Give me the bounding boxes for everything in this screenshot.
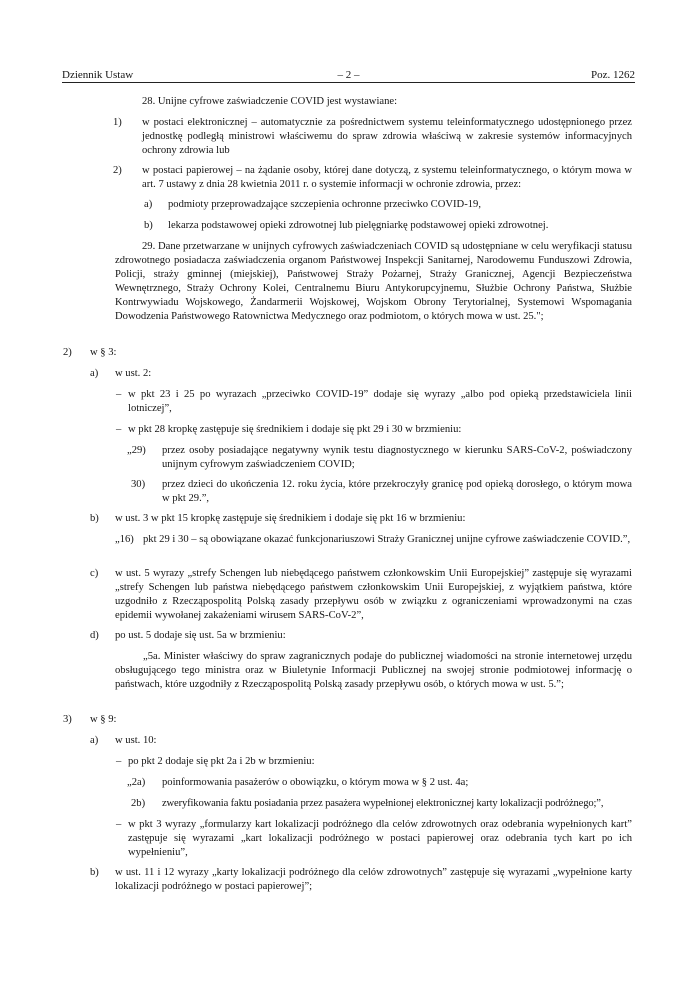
list-letter: a) [90, 735, 99, 746]
paragraph-28-point-2: w postaci papierowej – na żądanie osoby, której dane dotyczą, z systemu teleinformatycznego, o którym mowa w art. 7 ustawy z dnia 28 kwietnia 2011 r. o systemie informacji w ochronie zdrowia, przez: [142, 165, 632, 190]
page-number: – 2 – [337, 69, 360, 81]
section-2a-dash-2: w pkt 28 kropkę zastępuje się średnikiem i dodaje się pkt 29 i 30 w brzmieniu: [128, 424, 462, 435]
list-number: 30) [131, 479, 146, 490]
paragraph-29: 29. Dane przetwarzane w unijnych cyfrowych zaświadczeniach COVID są udostępniane w celu weryfikacji statusu zdrowotnego posiadacza zaświadczenia organom Państwowej Inspekcji Sanitarnej, Narodowemu Funduszowi Zdrowia, Policji, straży gminnej (miejskiej), Państwowej Straży Pożarnej, Straży Granicznej, Agencji Bezpieczeństwa Wewnętrznego, Straży Ochrony Kolei, Centralnemu Biuru Antykorupcyjnemu, Służbie Ochrony Państwa, Służbie Kontrwywiadu Wojskowego, Żandarmerii Wojskowej, Wojskom Obrony Terytorialnej, Systemowi Wspomagania Dowodzenia Państwowego Ratownictwa Medycznego oraz podmiotom, o których mowa w ust. 25."; [115, 241, 632, 322]
section-2a-heading: w ust. 2: [115, 368, 152, 379]
list-number: 2) [113, 165, 122, 176]
section-2c: w ust. 5 wyrazy „strefy Schengen lub niebędącego państwem członkowskim Unii Europejskiej” zastępuje się wyrazami „strefy Schengen lub państwa niebędącego państwem członkowskim Unii Europejskiej, z wyjątkiem państwa, które uzgodniło z Rzecząpospolitą Polską zasady przepływu osób w związku z ograniczeniami wprowadzonymi na czas epidemii wywołanej zakażeniami wirusem SARS-CoV-2”, [115, 568, 632, 621]
list-letter: b) [90, 867, 99, 878]
paragraph-28-point-2b: lekarza podstawowej opieki zdrowotnej lub pielęgniarkę podstawowej opieki zdrowotnej. [168, 220, 549, 231]
list-number: 2) [63, 347, 72, 358]
section-2-heading: w § 3: [90, 347, 117, 358]
list-number: 2b) [131, 798, 146, 809]
list-letter: b) [90, 513, 99, 524]
list-number: 3) [63, 714, 72, 725]
list-number: „2a) [127, 777, 146, 788]
paragraph-28-point-2a: podmioty przeprowadzające szczepienia ochronne przeciwko COVID-19, [168, 199, 481, 210]
list-letter: a) [90, 368, 99, 379]
new-point-30: przez dzieci do ukończenia 12. roku życia, które przekroczyły granicę pod opieką dorosłego, o którym mowa w pkt 29.”, [162, 479, 632, 504]
paragraph-28-point-1: w postaci elektronicznej – automatycznie za pośrednictwem systemu teleinformatycznego udostępnionego przez jednostkę podległą ministrowi właściwemu do spraw zdrowia właściwą w zakresie systemów informacyjnych ochrony zdrowia lub [142, 117, 632, 156]
journal-title: Dziennik Ustaw [62, 69, 134, 81]
header-rule [62, 82, 635, 83]
new-point-2a: poinformowania pasażerów o obowiązku, o którym mowa w § 2 ust. 4a; [162, 777, 469, 788]
list-letter: d) [90, 630, 99, 641]
list-letter: c) [90, 568, 99, 579]
section-3a-dash-2: w pkt 3 wyrazy „formularzy kart lokalizacji podróżnego dla celów zdrowotnych oraz odebrania wypełnionych kart” zastępuje się wyrazami „kart lokalizacji podróżnego w postaci papierowej oraz odebrania tych kart po ich wypełnieniu”, [128, 819, 632, 858]
new-point-2b: zweryfikowania faktu posiadania przez pasażera wypełnionej elektronicznej karty lokalizacji podróżnego;”, [162, 798, 604, 809]
page-header [62, 68, 635, 82]
paragraph-28-intro: 28. Unijne cyfrowe zaświadczenie COVID jest wystawiane: [142, 96, 398, 107]
list-dash: – [116, 756, 122, 767]
list-number: 1) [113, 117, 122, 128]
section-3a-dash-1: po pkt 2 dodaje się pkt 2a i 2b w brzmieniu: [128, 756, 315, 767]
section-3-heading: w § 9: [90, 714, 117, 725]
item-position: Poz. 1262 [591, 69, 635, 81]
list-number: „29) [127, 445, 146, 456]
section-3b: w ust. 11 i 12 wyrazy „karty lokalizacji podróżnego dla celów zdrowotnych” zastępuje się wyrazami „wypełnione karty lokalizacji podróżnego w postaci papierowej”; [115, 867, 632, 892]
section-2b: w ust. 3 w pkt 15 kropkę zastępuje się średnikiem i dodaje się pkt 16 w brzmieniu: [115, 513, 466, 524]
list-dash: – [116, 819, 122, 830]
section-2d: po ust. 5 dodaje się ust. 5a w brzmieniu: [115, 630, 286, 641]
section-3a-heading: w ust. 10: [115, 735, 157, 746]
list-dash: – [116, 389, 122, 400]
list-letter: b) [144, 220, 153, 231]
section-2a-dash-1: w pkt 23 i 25 po wyrazach „przeciwko COVID-19” dodaje się wyrazy „albo pod opieką przedstawiciela linii lotniczej”, [128, 389, 632, 414]
list-dash: – [116, 424, 122, 435]
list-number: „16) [115, 534, 134, 545]
new-point-16: pkt 29 i 30 – są obowiązane okazać funkcjonariuszowi Straży Granicznej unijne cyfrowe zaświadczenie COVID.”, [143, 534, 631, 545]
list-letter: a) [144, 199, 153, 210]
new-point-29: przez osoby posiadające negatywny wynik testu diagnostycznego w kierunku SARS-CoV-2, poświadczony unijnym cyfrowym zaświadczeniem COVID; [162, 445, 632, 470]
new-paragraph-5a: „5a. Minister właściwy do spraw zagranicznych podaje do publicznej wiadomości na stronie internetowej urzędu obsługującego tego ministra oraz w Biuletynie Informacji Publicznej na swojej stronie podmiotowej informację o państwach, które uzgodniły z Rzecząpospolitą Polską zasady przepływu osób, o których mowa w ust. 5.”; [115, 651, 632, 690]
